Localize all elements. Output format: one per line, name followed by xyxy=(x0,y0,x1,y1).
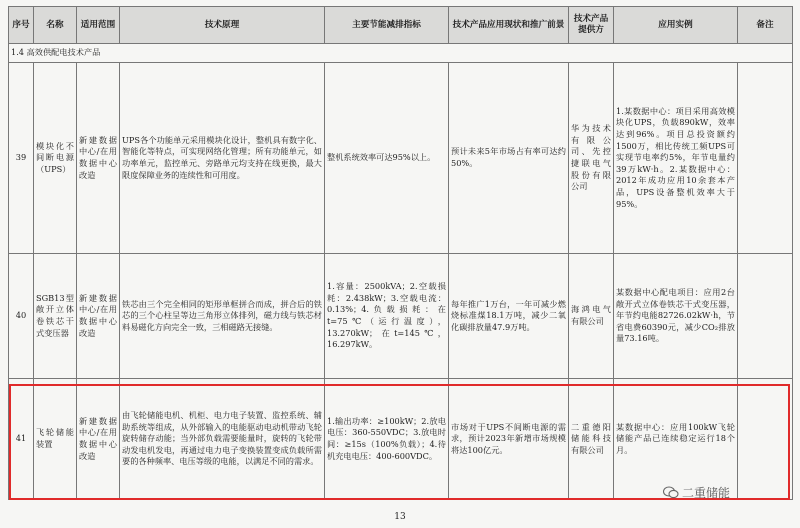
cell-remark xyxy=(738,254,793,379)
cell-name: 飞轮储能装置 xyxy=(34,379,77,500)
table-row xyxy=(9,63,793,254)
cell-no: 41 xyxy=(9,379,34,500)
cell-remark xyxy=(738,63,793,254)
section-title: 1.4 高效供配电技术产品 xyxy=(9,44,793,63)
cell-indicator: 1.输出功率：≥100kW；2.放电电压：360-550VDC；3.放电时间：≥15s（100%负载）；4.待机充电电压：400-600VDC。 xyxy=(325,379,449,500)
header-indicator: 主要节能减排指标 xyxy=(325,7,449,44)
header-remark: 备注 xyxy=(738,7,793,44)
table-row xyxy=(9,379,793,500)
cell-principle: 铁芯由三个完全相同的矩形单框拼合而成，拼合后的铁芯的三个心柱呈等边三角形立体排列，磁力线与铁芯材料易磁化方向完全一致，三相磁路无接缝。 xyxy=(120,254,325,379)
cell-principle: UPS各个功能单元采用模块化设计，整机具有数字化、智能化等特点，可实现网络化管理；所有功能单元，如功率单元，监控单元、旁路单元均支持在线更换，最大限度保障业务的连续性和可用度。 xyxy=(120,63,325,254)
cell-name: SGB13型敞开立体卷铁芯干式变压器 xyxy=(34,254,77,379)
header-example: 应用实例 xyxy=(614,7,738,44)
page-number: 13 xyxy=(394,512,406,522)
cell-prospect: 市场对于UPS不间断电源的需求，预计2023年新增市场规模将达100亿元。 xyxy=(449,379,569,500)
cell-scope: 新建数据中心/在用数据中心改造 xyxy=(77,379,120,500)
header-scope: 适用范围 xyxy=(77,7,120,44)
cell-scope: 新建数据中心/在用数据中心改造 xyxy=(77,254,120,379)
cell-example: 某数据中心配电项目：应用2台敞开式立体卷铁芯干式变压器，年节约电能82726.02kW·h，节省电费60390元，减少CO₂排放量73.16吨。 xyxy=(614,254,738,379)
cell-scope: 新建数据中心/在用数据中心改造 xyxy=(77,63,120,254)
cell-remark xyxy=(738,379,793,500)
header-name: 名称 xyxy=(34,7,77,44)
header-no: 序号 xyxy=(9,7,34,44)
cell-provider: 华为技术有限公司、先控捷联电气股份有限公司 xyxy=(569,63,614,254)
header-provider: 技术产品提供方 xyxy=(569,7,614,44)
watermark-text: 二重储能 xyxy=(682,486,731,500)
chat-icon xyxy=(663,486,679,499)
section-row xyxy=(9,44,793,63)
header-row xyxy=(9,7,793,44)
table-row xyxy=(9,254,793,379)
cell-provider: 二重德阳储能科技有限公司 xyxy=(569,379,614,500)
cell-principle: 由飞轮储能电机、机柜、电力电子装置、监控系统、辅助系统等组成，从外部输入的电能驱动电动机带动飞轮旋转储存动能；当外部负载需要能量时，旋转的飞轮带动发电机发电，再通过电力电子变换装置变成负载所需要的各种频率、电压等级的电能，以满足不同的需求。 xyxy=(120,379,325,500)
cell-indicator: 整机系统效率可达95%以上。 xyxy=(325,63,449,254)
cell-no: 40 xyxy=(9,254,34,379)
header-prospect: 技术产品应用现状和推广前景 xyxy=(449,7,569,44)
cell-prospect: 每年推广1万台，一年可减少燃烧标准煤18.1万吨，减少二氧化碳排放量47.9万吨。 xyxy=(449,254,569,379)
header-principle: 技术原理 xyxy=(120,7,325,44)
watermark xyxy=(663,484,730,501)
cell-no: 39 xyxy=(9,63,34,254)
cell-provider: 海鸿电气有限公司 xyxy=(569,254,614,379)
cell-name: 模块化不间断电源（UPS） xyxy=(34,63,77,254)
cell-indicator: 1.容量：2500kVA；2.空载损耗：2.438kW；3.空载电流：0.13%；4.负载损耗：在t=75℃（运行温度），13.270kW；在t=145℃，16.297kW。 xyxy=(325,254,449,379)
technology-table xyxy=(8,6,793,500)
cell-prospect: 预计未来5年市场占有率可达约50%。 xyxy=(449,63,569,254)
cell-example: 某数据中心：应用100kW飞轮储能产品已连续稳定运行18个月。 xyxy=(614,379,738,500)
cell-example: 1.某数据中心：项目采用高效模块化UPS，负载890kW，效率达到96%。项目总投资额约1500万，相比传统工频UPS可实现节电率约5%，年节电量约39万kW·h。2.某数据中心：2012年成功应用10余套本产品，UPS设备整机效率大于95%。 xyxy=(614,63,738,254)
